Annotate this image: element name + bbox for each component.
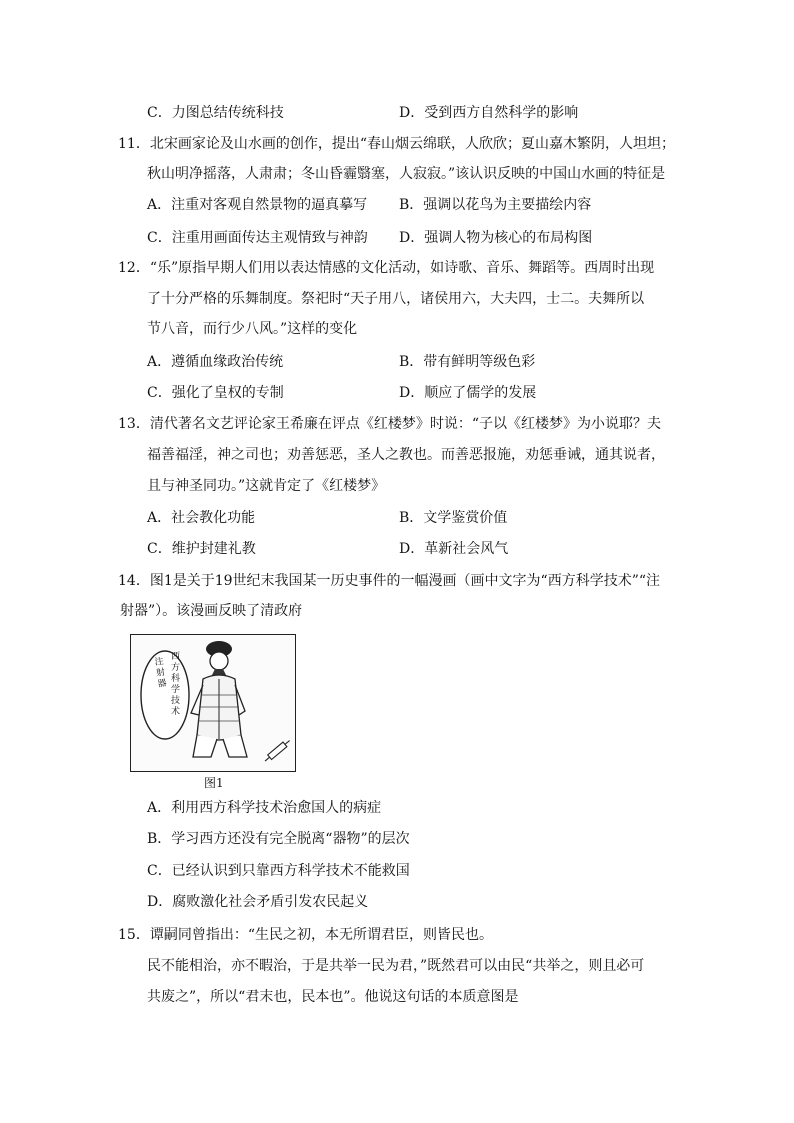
q15-stem-line1: 15．谭嗣同曾指出：“生民之初，本无所谓君臣，则皆民也。 xyxy=(118,927,493,943)
svg-text:西方科学技术: 西方科学技术 xyxy=(171,652,181,717)
q13-option-a: A．社会教化功能 xyxy=(147,510,256,526)
cartoon-figure xyxy=(130,634,296,788)
q12-option-d: D．顺应了儒学的发展 xyxy=(399,385,537,401)
q13-stem-line3: 且与神圣同功。”这就肯定了《红楼梦》 xyxy=(147,478,386,494)
q14-option-b: B．学习西方还没有完全脱离“器物”的层次 xyxy=(147,831,410,847)
cartoon-illustration xyxy=(131,635,295,771)
q10-option-d: D．受到西方自然科学的影响 xyxy=(399,105,579,121)
cartoon-frame xyxy=(130,634,296,772)
q13-option-c: C．维护封建礼教 xyxy=(147,541,256,557)
q15-stem-line3: 共废之”，所以“君末也，民本也”。他说这句话的本质意图是 xyxy=(147,989,519,1005)
q12-option-a: A．遵循血缘政治传统 xyxy=(147,354,284,370)
q12-stem-line1: 12．“乐”原指早期人们用以表达情感的文化活动，如诗歌、音乐、舞蹈等。西周时出现 xyxy=(118,260,655,276)
q11-stem-line1: 11．北宋画家论及山水画的创作，提出“春山烟云绵联，人欣欣；夏山嘉木繁阴，人坦坦； xyxy=(118,136,675,152)
q11-option-a: A．注重对客观自然景物的逼真摹写 xyxy=(147,197,368,213)
q11-option-b: B．强调以花鸟为主要描绘内容 xyxy=(399,197,592,213)
q15-stem-line2: 民不能相治，亦不暇治，于是共举一民为君，”既然君可以由民“共举之，则且必可 xyxy=(147,958,645,974)
q10-option-c: C．力图总结传统科技 xyxy=(147,105,284,121)
q13-stem-line1: 13．清代著名文艺评论家王希廉在评点《红楼梦》时说：“子以《红楼梦》为小说耶？夫 xyxy=(118,416,661,432)
q14-option-c: C．已经认识到只靠西方科学技术不能救国 xyxy=(147,863,410,879)
q14-option-a: A．利用西方科学技术治愈国人的病症 xyxy=(147,800,382,816)
q11-option-d: D．强调人物为核心的布局构图 xyxy=(399,230,593,246)
q13-stem-line2: 福善福淫，神之司也；劝善惩恶，圣人之教也。而善恶报施，劝惩垂诫，通其说者， xyxy=(147,447,665,463)
q14-stem-line1: 14．图1是关于19世纪末我国某一历史事件的一幅漫画（画中文字为“西方科学技术”“注 xyxy=(118,573,661,589)
q12-stem-line3: 节八音，而行少八风。”这样的变化 xyxy=(147,321,358,337)
q11-option-c: C．注重用画面传达主观情致与神韵 xyxy=(147,230,368,246)
q12-option-b: B．带有鲜明等级色彩 xyxy=(399,354,536,370)
figure-caption: 图1 xyxy=(204,776,224,790)
q11-stem-line2: 秋山明净摇落，人肃肃；冬山昏霾翳塞，人寂寂。”该认识反映的中国山水画的特征是 xyxy=(147,166,666,182)
q13-option-d: D．革新社会风气 xyxy=(399,541,509,557)
svg-text:注射器: 注射器 xyxy=(154,656,168,690)
q14-stem-line2: 射器”）。该漫画反映了清政府 xyxy=(120,603,303,619)
q12-stem-line2: 了十分严格的乐舞制度。祭祀时“天子用八，诸侯用六，大夫四，士二。夫舞所以 xyxy=(147,291,645,307)
q14-option-d: D．腐败激化社会矛盾引发农民起义 xyxy=(147,894,369,910)
q12-option-c: C．强化了皇权的专制 xyxy=(147,385,284,401)
q13-option-b: B．文学鉴赏价值 xyxy=(399,510,508,526)
